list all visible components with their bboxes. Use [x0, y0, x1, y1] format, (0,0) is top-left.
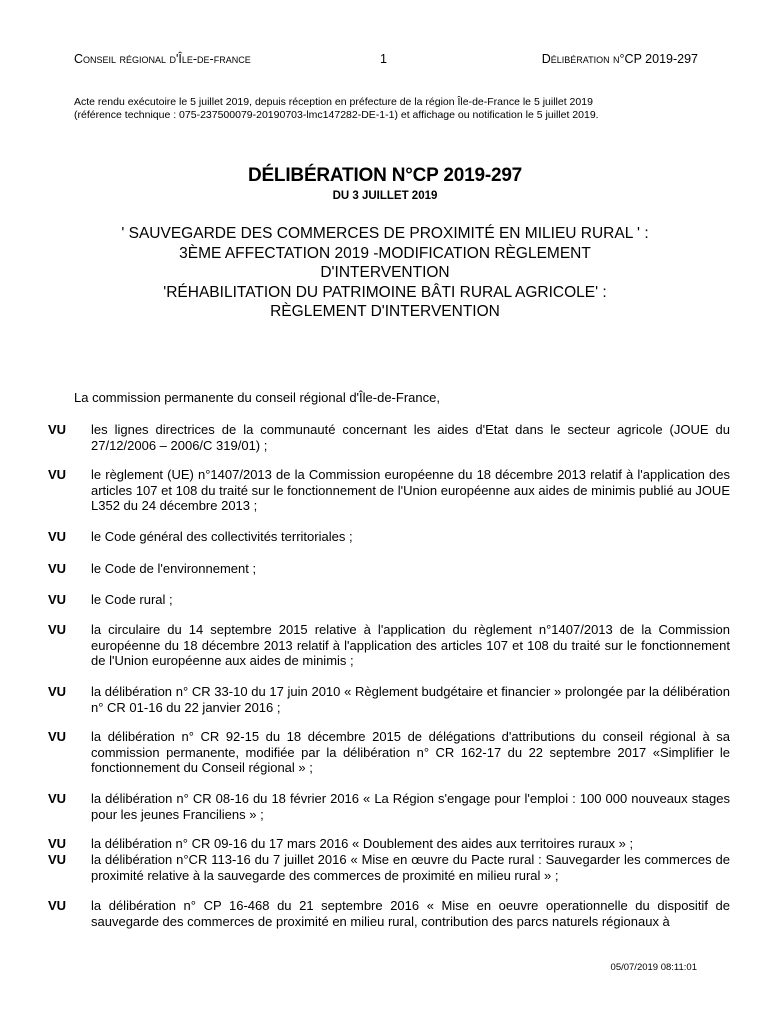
deliberation-subject	[60, 224, 710, 322]
vu-item	[48, 592, 730, 608]
vu-label: VU	[48, 622, 67, 637]
vu-item	[48, 561, 730, 577]
vu-label: VU	[48, 684, 67, 699]
vu-text: la délibération n° CR 08-16 du 18 février 2016 « La Région s'engage pour l'emploi : 100 000 nouveaux stages pour les jeunes Franciliens » ;	[91, 791, 730, 822]
vu-text: le règlement (UE) n°1407/2013 de la Commission européenne du 18 décembre 2013 relatif à l'application des articles 107 et 108 du traité sur le fonctionnement de l'Union européenne aux aides de minimis publié au JOUE L352 du 24 décembre 2013 ;	[91, 467, 730, 513]
page-title: DÉLIBÉRATION N°CP 2019-297	[247, 165, 523, 186]
subject-line: ' SAUVEGARDE DES COMMERCES DE PROXIMITÉ EN MILIEU RURAL ' :	[121, 225, 649, 242]
vu-label: VU	[48, 422, 67, 437]
vu-item	[48, 729, 730, 776]
deliberation-date: DU 3 JUILLET 2019	[332, 190, 438, 202]
vu-item	[48, 791, 730, 822]
subject-line: D'INTERVENTION	[320, 264, 450, 281]
executory-notice	[74, 96, 714, 122]
vu-item	[48, 898, 730, 929]
vu-text: le Code de l'environnement ;	[91, 561, 257, 576]
vu-label: VU	[48, 467, 67, 482]
subject-line: RÈGLEMENT D'INTERVENTION	[270, 303, 500, 320]
vu-item	[48, 684, 730, 715]
vu-item	[48, 422, 730, 453]
vu-label: VU	[48, 836, 67, 851]
vu-label: VU	[48, 791, 67, 806]
vu-label: VU	[48, 898, 67, 913]
subject-line: 'RÉHABILITATION DU PATRIMOINE BÂTI RURAL AGRICOLE' :	[163, 283, 607, 301]
vu-text: la délibération n° CR 33-10 du 17 juin 2010 « Règlement budgétaire et financier » prolongée par la délibération n° CR 01-16 du 22 janvier 2016 ;	[91, 684, 730, 715]
notice-line: (référence technique : 075-237500079-20190703-lmc147282-DE-1-1) et affichage ou notification le 5 juillet 2019.	[74, 109, 599, 121]
intro-paragraph: La commission permanente du conseil régional d'Île-de-France,	[74, 390, 440, 405]
header-deliberation-ref: Délibération n°CP 2019-297	[541, 52, 698, 66]
vu-text: la circulaire du 14 septembre 2015 relative à l'application du règlement n°1407/2013 de la Commission européenne du 18 décembre 2013 relatif à l'application des articles 107 et 108 du traité sur le fonctionnement de l'Union européenne aux aides de minimis ;	[91, 622, 730, 668]
vu-label: VU	[48, 729, 67, 744]
vu-text: le Code général des collectivités territoriales ;	[91, 529, 353, 544]
notice-line: Acte rendu exécutoire le 5 juillet 2019, depuis réception en préfecture de la région Île-de-France le 5 juillet 2019	[74, 96, 593, 108]
vu-label: VU	[48, 561, 67, 576]
subject-line: 3ÈME AFFECTATION 2019 -MODIFICATION RÈGLEMENT	[179, 244, 591, 262]
vu-item	[48, 529, 730, 545]
vu-item	[48, 467, 730, 514]
vu-text: la délibération n° CP 16-468 du 21 septembre 2016 « Mise en oeuvre operationnelle du dispositif de sauvegarde des commerces de proximité en milieu rural, contribution des parcs naturels régionaux à	[91, 898, 730, 929]
header-institution: Conseil régional d'Île-de-france	[74, 52, 251, 66]
vu-label: VU	[48, 529, 67, 544]
vu-label: VU	[48, 852, 67, 867]
footer-timestamp: 05/07/2019 08:11:01	[610, 962, 697, 973]
vu-item	[48, 622, 730, 669]
vu-text: les lignes directrices de la communauté concernant les aides d'Etat dans le secteur agricole (JOUE du 27/12/2006 – 2006/C 319/01) ;	[91, 422, 730, 453]
vu-text: la délibération n° CR 92-15 du 18 décembre 2015 de délégations d'attributions du conseil régional à sa commission permanente, modifiée par la délibération n° CR 162-17 du 22 septembre 2017 «Simplifier le fonctionnement du Conseil régional » ;	[91, 729, 730, 775]
vu-text: le Code rural ;	[91, 592, 173, 607]
vu-item	[48, 852, 730, 883]
vu-text: la délibération n°CR 113-16 du 7 juillet 2016 « Mise en œuvre du Pacte rural : Sauvegarder les commerces de proximité relative à la sauvegarde des commerces de proximité en milieu rural » ;	[91, 852, 730, 883]
vu-item	[48, 836, 730, 852]
header-page-number: 1	[380, 52, 387, 66]
vu-label: VU	[48, 592, 67, 607]
vu-text: la délibération n° CR 09-16 du 17 mars 2016 « Doublement des aides aux territoires ruraux » ;	[91, 836, 634, 851]
